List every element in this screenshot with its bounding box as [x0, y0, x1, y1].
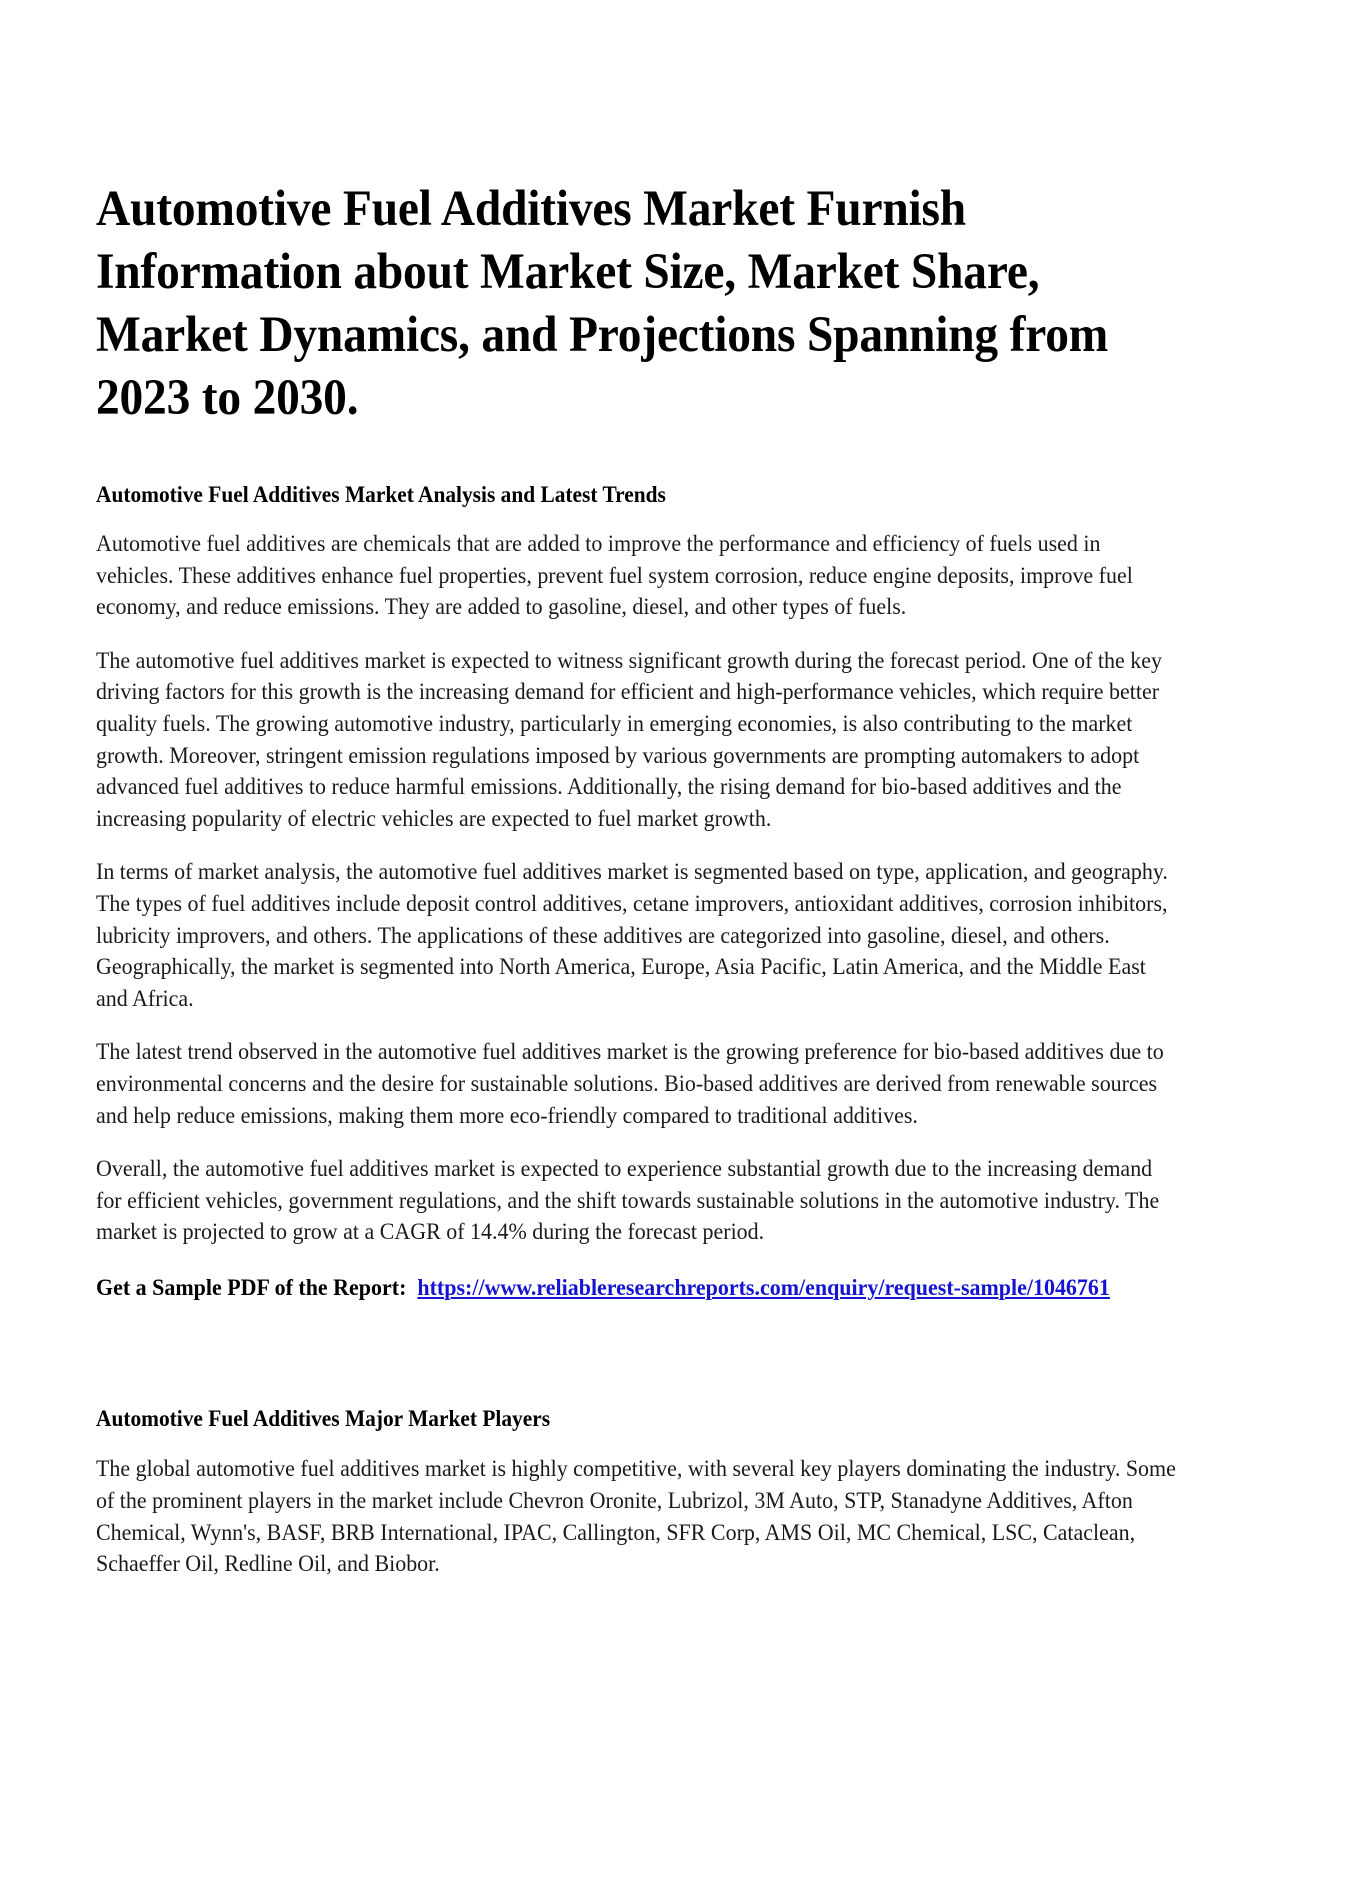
spacer — [96, 835, 1251, 857]
paragraph-segmentation: In terms of market analysis, the automotive fuel additives market is segmented based on type, application, and geography. The types of fuel additives include deposit control additives, cetane improvers, antioxidant additives, corrosion inhibitors, lubricity improvers, and others. The applications of these additives are categorized into gasoline, diesel, and others. Geographically, the market is segmented into North America, Europe, Asia Pacific, Latin America, and the Middle East and Africa. — [96, 859, 1168, 1012]
spacer — [96, 430, 1251, 480]
spacer — [96, 1132, 1251, 1154]
paragraph-players: The global automotive fuel additives market is highly competitive, with several key players dominating the industry. Some of the prominent players in the market include Chevron Oronite, Lubrizol, 3M Auto, STP, Stanadyne Additives, Afton Chemical, Wynn's, BASF, BRB International, IPAC, Callington, SFR Corp, AMS Oil, MC Chemical, LSC, Cataclean, Schaeffer Oil, Redline Oil, and Biobor. — [96, 1456, 1176, 1578]
section-heading-players: Automotive Fuel Additives Major Market Players — [96, 1406, 551, 1432]
spacer — [96, 1015, 1251, 1037]
spacer — [96, 510, 1251, 529]
spacer — [96, 1304, 1251, 1404]
page-title: Automotive Fuel Additives Market Furnish Information about Market Size, Market Share, Market Dynamics, and Projections Spanning from 2023 to 2030. — [96, 181, 1109, 426]
paragraph-growth: The automotive fuel additives market is expected to witness significant growth during the forecast period. One of the key driving factors for this growth is the increasing demand for efficient and high-performance vehicles, which require better quality fuels. The growing automotive industry, particularly in emerging economies, is also contributing to the market growth. Moreover, stringent emission regulations imposed by various governments are prompting automakers to adopt advanced fuel additives to reduce harmful emissions. Additionally, the rising demand for bio-based additives and the increasing popularity of electric vehicles are expected to fuel market growth. — [96, 647, 1162, 832]
paragraph-overall: Overall, the automotive fuel additives market is expected to experience substantial growth due to the increasing demand for efficient vehicles, government regulations, and the shift towards sustainable solutions in the automotive industry. The market is projected to grow at a CAGR of 14.4% during the forecast period. — [96, 1156, 1160, 1246]
paragraph-trend: The latest trend observed in the automotive fuel additives market is the growing preference for bio-based additives due to environmental concerns and the desire for sustainable solutions. Bio-based additives are derived from renewable sources and help reduce emissions, making them more eco-friendly compared to traditional additives. — [96, 1039, 1164, 1129]
section-heading-analysis: Automotive Fuel Additives Market Analysis and Latest Trends — [96, 482, 666, 507]
sample-pdf-link[interactable]: https://www.reliableresearchreports.com/enquiry/request-sample/1046761 — [417, 1274, 1110, 1301]
paragraph-intro: Automotive fuel additives are chemicals that are added to improve the performance and efficiency of fuels used in vehicles. These additives enhance fuel properties, prevent fuel system corrosion, reduce engine deposits, improve fuel economy, and reduce emissions. They are added to gasoline, diesel, and other types of fuels. — [96, 531, 1133, 621]
spacer — [96, 1249, 1251, 1273]
sample-pdf-label: Get a Sample PDF of the Report: — [96, 1274, 407, 1301]
spacer — [96, 624, 1251, 646]
sample-pdf-line — [96, 1273, 1181, 1305]
spacer — [96, 1434, 1251, 1454]
document-content — [96, 0, 1251, 1581]
